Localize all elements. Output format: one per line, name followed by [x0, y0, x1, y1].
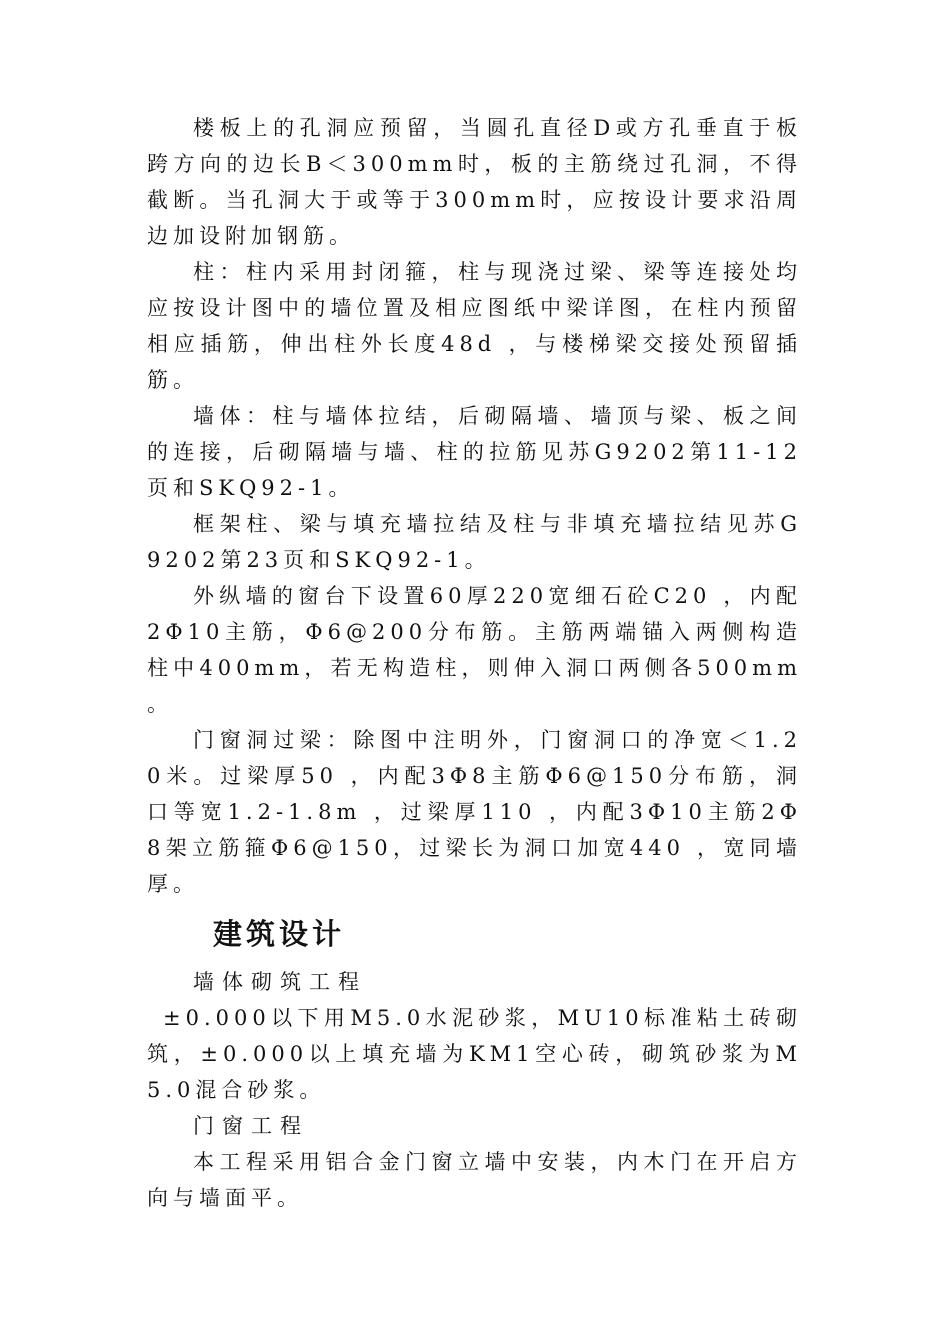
paragraph-windowsill: 外纵墙的窗台下设置60厚220宽细石砼C20 ，内配2Φ10主筋，Φ6@200分布筋。主筋两端锚入两侧构造柱中400mm，若无构造柱，则伸入洞口两侧各500mm 。 — [147, 584, 802, 716]
paragraph-doors-windows: 本工程采用铝合金门窗立墙中安装，内木门在开启方向与墙面平。 — [147, 1150, 802, 1210]
paragraph-walls: 墙体：柱与墙体拉结，后砌隔墙、墙顶与梁、板之间的连接，后砌隔墙与墙、柱的拉筋见苏G9202第11-12页和SKQ92-1。 — [147, 404, 802, 500]
section-heading: 建筑设计 — [213, 917, 346, 951]
doors-windows-subheading: 门窗工程 — [193, 1114, 309, 1138]
paragraph-columns: 柱：柱内采用封闭箍，柱与现浇过梁、梁等连接处均应按设计图中的墙位置及相应图纸中梁详图，在柱内预留相应插筋，伸出柱外长度48d ，与楼梯梁交接处预留插筋。 — [147, 260, 802, 392]
paragraph-masonry: ±0.000以下用M5.0水泥砂浆，MU10标准粘土砖砌筑，±0.000以上填充墙为KM1空心砖，砌筑砂浆为M5.0混合砂浆。 — [147, 1006, 802, 1102]
document-page — [147, 110, 802, 1216]
paragraph-frame-columns: 框架柱、梁与填充墙拉结及柱与非填充墙拉结见苏G9202第23页和SKQ92-1。 — [147, 512, 802, 572]
masonry-subheading: 墙体砌筑工程 — [193, 970, 367, 994]
paragraph-floor-openings: 楼板上的孔洞应预留，当圆孔直径D或方孔垂直于板跨方向的边长B＜300mm时，板的主筋绕过孔洞，不得截断。当孔洞大于或等于300mm时，应按设计要求沿周边加设附加钢筋。 — [147, 116, 802, 248]
paragraph-lintels: 门窗洞过梁：除图中注明外，门窗洞口的净宽＜1.20米。过梁厚50 ，内配3Φ8主筋Φ6@150分布筋，洞口等宽1.2-1.8m ，过梁厚110 ，内配3Φ10主筋2Φ8架立筋箍Φ6@150，过梁长为洞口加宽440 ，宽同墙厚。 — [147, 728, 802, 896]
